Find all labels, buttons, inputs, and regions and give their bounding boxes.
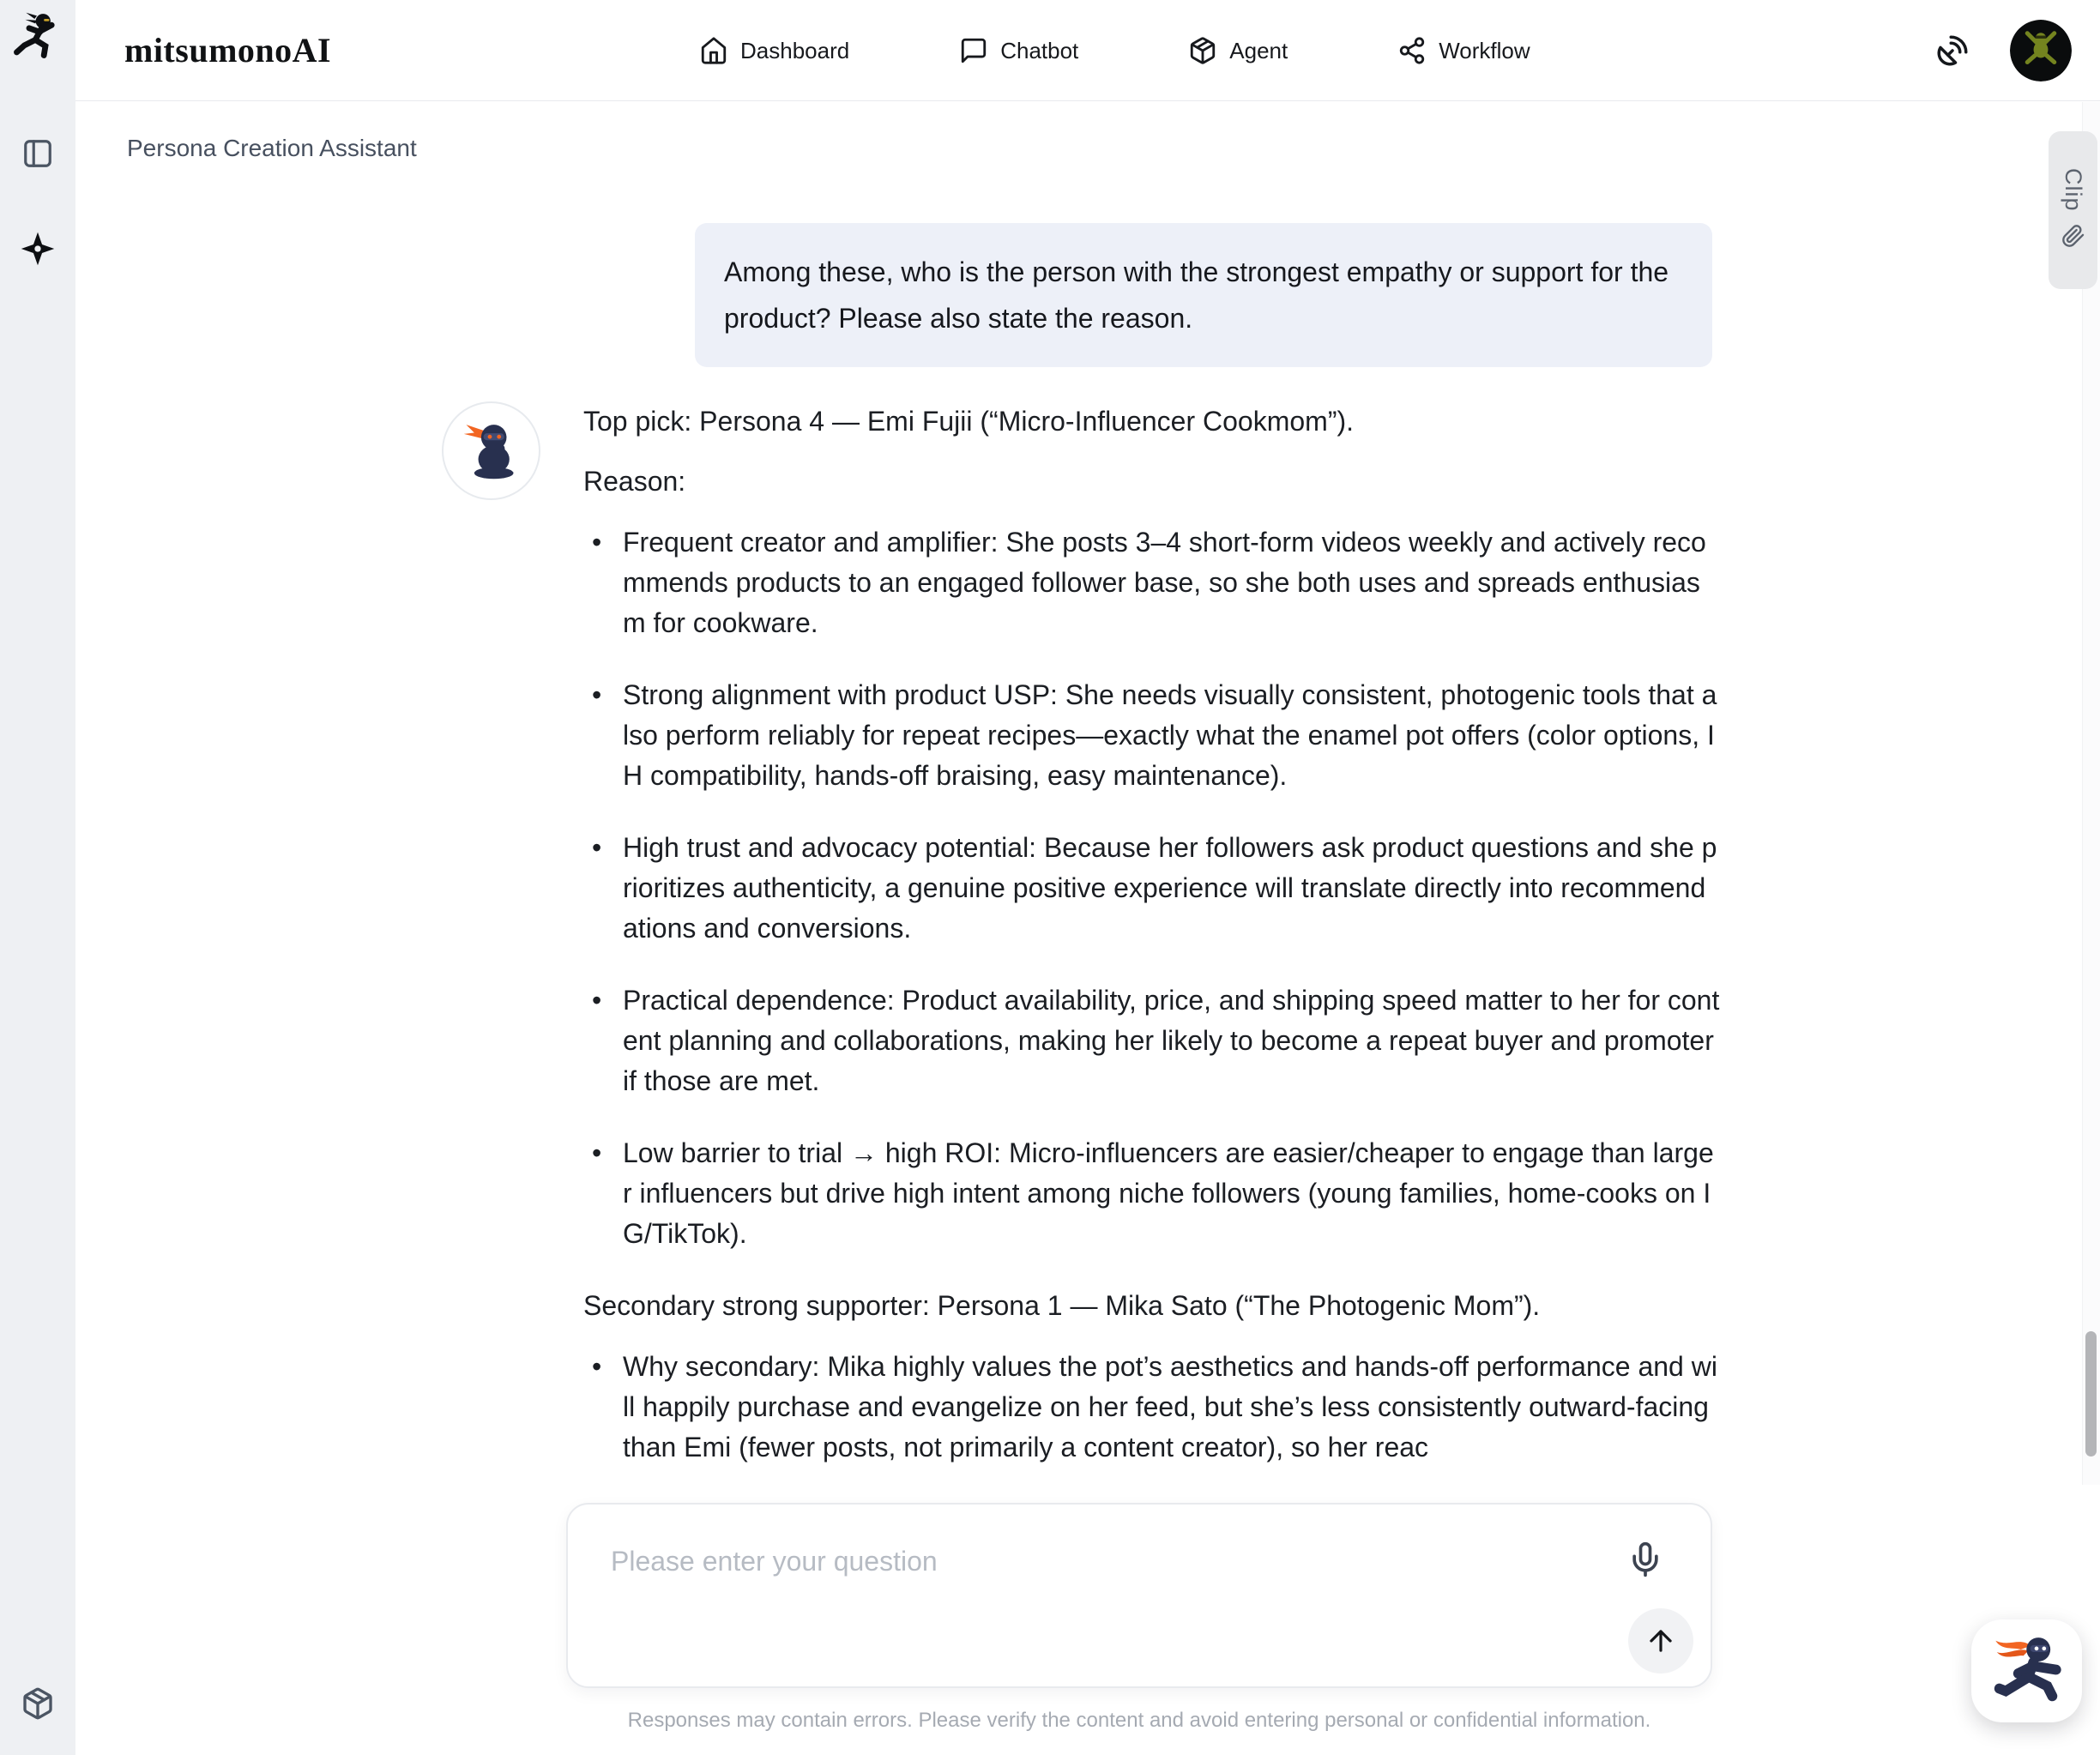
- mascot-ninja-button[interactable]: [1971, 1619, 2082, 1722]
- panel-toggle-icon[interactable]: [19, 135, 57, 172]
- brand-title: mitsumonoAI: [124, 31, 332, 69]
- nav-item-workflow[interactable]: [1397, 36, 1530, 65]
- package-icon: [1188, 36, 1217, 65]
- nav-item-dashboard[interactable]: [699, 36, 849, 65]
- paperclip-icon: [2061, 224, 2085, 252]
- user-message-bubble: Among these, who is the person with the strongest empathy or support for the product? Please also state the reason.: [695, 223, 1712, 367]
- nav-item-chatbot[interactable]: [959, 36, 1078, 65]
- list-item: • Strong alignment with product USP: She needs visually consistent, photogenic tools that also perform reliably for repeat recipes—exactly what the enamel pot offers (color options, IH compatibility, hands-off braising, easy maintenance).: [583, 675, 1720, 796]
- nav-label: Chatbot: [1000, 37, 1079, 63]
- nav-label: Dashboard: [740, 37, 850, 63]
- user-avatar[interactable]: [2010, 20, 2072, 81]
- chat-bubble-icon: [959, 36, 988, 65]
- assistant-secondary-bullet-list: [583, 1347, 1720, 1468]
- assistant-secondary-heading: Secondary strong supporter: Persona 1 — Mika Sato (“The Photogenic Mom”).: [583, 1290, 1541, 1321]
- list-item: • Why secondary: Mika highly values the pot’s aesthetics and hands-off performance and will happily purchase and evangelize on her feed, but she’s less consistently outward-facing than Emi (fewer posts, not primarily a content creator), so her reac: [583, 1347, 1720, 1468]
- disclaimer-text: Responses may contain errors. Please verify the content and avoid entering personal or confidential information.: [627, 1709, 1651, 1732]
- top-header: [75, 0, 2100, 101]
- cube-icon[interactable]: [19, 1685, 57, 1722]
- scrollbar-track: [2082, 102, 2100, 1485]
- assistant-message-body: [583, 401, 1720, 1499]
- nav-item-agent[interactable]: [1188, 36, 1288, 65]
- assistant-bullet-list: [583, 522, 1720, 1254]
- ninja-logo-icon: [12, 10, 62, 60]
- clip-tab[interactable]: [2049, 131, 2097, 289]
- header-right: [1933, 0, 2072, 101]
- mascot-ninja-icon: [1984, 1631, 2070, 1711]
- share-network-icon: [1397, 36, 1427, 65]
- assistant-ninja-avatar-icon: [442, 401, 540, 500]
- assistant-intro: Top pick: Persona 4 — Emi Fujii (“Micro-Influencer Cookmom”).: [583, 406, 1355, 437]
- question-input[interactable]: [611, 1537, 1580, 1585]
- satellite-dish-icon[interactable]: [1933, 31, 1972, 70]
- assistant-message: [442, 401, 1729, 1499]
- composer: [566, 1503, 1712, 1688]
- nav-label: Agent: [1229, 37, 1288, 63]
- scrollbar-thumb[interactable]: [2085, 1331, 2097, 1456]
- sidebar-rail: [0, 0, 75, 1755]
- list-item: • Frequent creator and amplifier: She posts 3–4 short-form videos weekly and actively recommends products to an engaged follower base, so she both uses and spreads enthusiasm for cookware.: [583, 522, 1720, 643]
- nav-label: Workflow: [1439, 37, 1530, 63]
- assistant-reason-label: Reason:: [583, 466, 686, 497]
- list-item: • High trust and advocacy potential: Because her followers ask product questions and she prioritizes authenticity, a genuine positive experience will translate directly into recommendations and conversions.: [583, 828, 1720, 949]
- home-icon: [699, 36, 728, 65]
- mic-button[interactable]: [1623, 1535, 1668, 1583]
- shuriken-icon[interactable]: [19, 230, 57, 268]
- send-button[interactable]: [1628, 1608, 1693, 1674]
- clip-tab-label: Clip: [2061, 168, 2086, 212]
- page-title: Persona Creation Assistant: [127, 135, 417, 161]
- list-item: • Low barrier to trial → high ROI: Micro-influencers are easier/cheaper to engage than larger influencers but drive high intent among niche followers (young families, home-cooks on IG/TikTok).: [583, 1133, 1720, 1254]
- main-nav: [699, 0, 1530, 101]
- list-item: • Practical dependence: Product availability, price, and shipping speed matter to her for content planning and collaborations, making her likely to become a repeat buyer and promoter if those are met.: [583, 980, 1720, 1101]
